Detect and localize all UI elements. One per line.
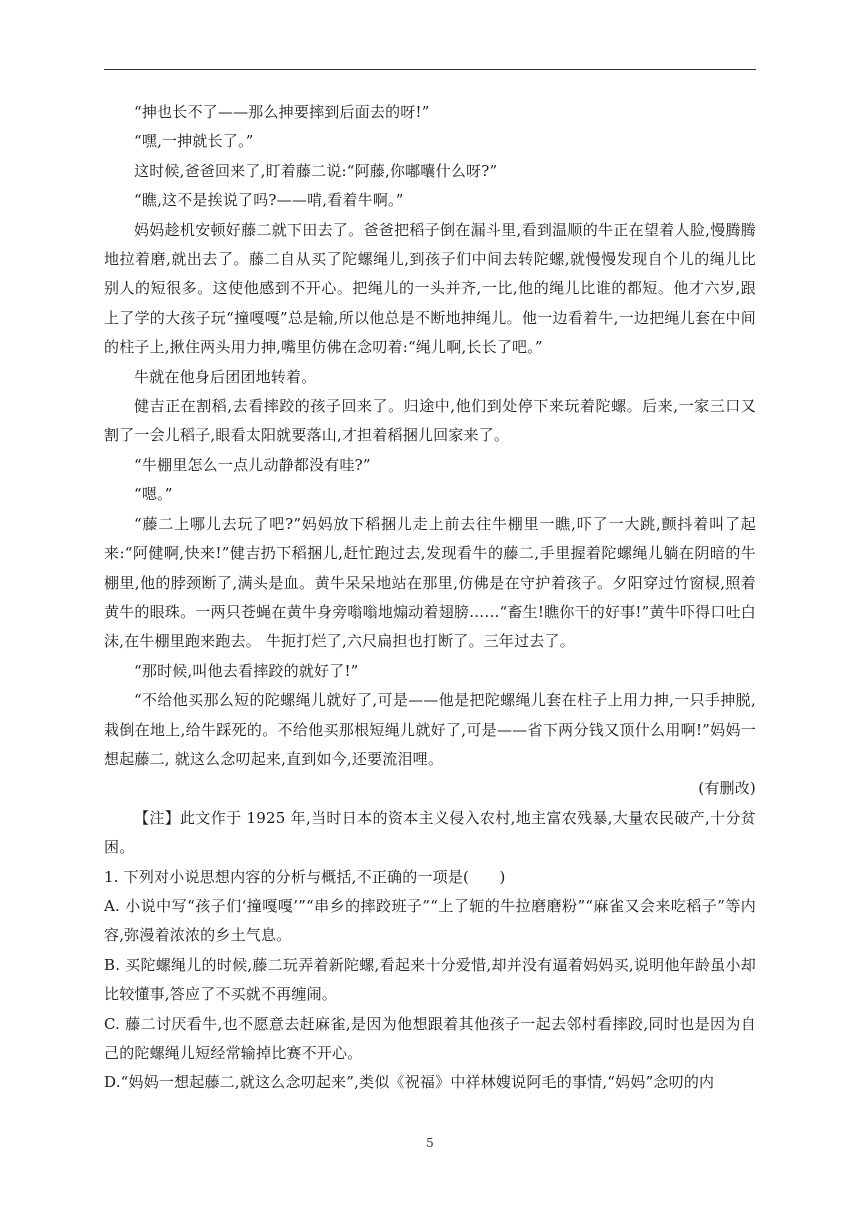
source-note: (有删改) [698, 779, 756, 798]
document-body [104, 98, 756, 1098]
annotation-note: 【注】此文作于 1925 年,当时日本的资本主义侵入农村,地主富农残暴,大量农民破产,十分贫困。 [104, 808, 756, 857]
paragraph: 这时候,爸爸回来了,盯着藤二说:“阿藤,你嘟囔什么呀?” [134, 161, 498, 180]
question-stem: 1. 下列对小说思想内容的分析与概括,不正确的一项是( ) [104, 867, 506, 886]
header-rule [104, 69, 756, 70]
paragraph: 健吉正在割稻,去看摔跤的孩子回来了。归途中,他们到处停下来玩着陀螺。后来,一家三口又割了一会儿稻子,眼看太阳就要落山,才担着稻捆儿回家来了。 [104, 397, 756, 445]
paragraph: “藤二上哪儿去玩了吧?”妈妈放下稻捆儿走上前去往牛棚里一瞧,吓了一大跳,颤抖着叫了起来:“阿健啊,快来!”健吉扔下稻捆儿,赶忙跑过去,发现看牛的藤二,手里握着陀螺绳儿躺在阴暗的牛棚里,他的脖颈断了,满头是血。黄牛呆呆地站在那里,仿佛是在守护着孩子。夕阳穿过竹窗棂,照着黄牛的眼珠。一两只苍蝇在黄牛身旁嗡嗡地煽动着翅膀……“畜生!瞧你干的好事!”黄牛吓得口吐白沫,在牛棚里跑来跑去。 牛扼打烂了,六尺扁担也打断了。三年过去了。 [104, 514, 756, 651]
paragraph: 妈妈趁机安顿好藤二就下田去了。爸爸把稻子倒在漏斗里,看到温顺的牛正在望着人脸,慢腾腾地拉着磨,就出去了。藤二自从买了陀螺绳儿,到孩子们中间去转陀螺,就慢慢发现自个儿的绳儿比别人的短很多。这使他感到不开心。把绳儿的一头并齐,一比,他的绳儿比谁的都短。他才六岁,跟上了学的大孩子玩“撞嘎嘎”总是输,所以他总是不断地抻绳儿。他一边看着牛,一边把绳儿套在中间的柱子上,揪住两头用力抻,嘴里仿佛在念叨着:“绳儿啊,长长了吧。” [104, 220, 756, 357]
option-d: D.“妈妈一想起藤二,就这么念叨起来”,类似《祝福》中祥林嫂说阿毛的事情,“妈妈”念叨的内 [104, 1073, 715, 1092]
paragraph: “嗯。” [134, 485, 173, 504]
page-number: 5 [426, 1136, 434, 1150]
paragraph: “瞧,这不是挨说了吗?——啃,看着牛啊。” [134, 191, 404, 210]
paragraph: “牛棚里怎么一点儿动静都没有哇?” [134, 455, 371, 474]
paragraph: “抻也长不了——那么抻要摔到后面去的呀!” [134, 103, 430, 121]
option-b: B. 买陀螺绳儿的时候,藤二玩弄着新陀螺,看起来十分爱惜,却并没有逼着妈妈买,说明他年龄虽小却比较懂事,答应了不买就不再缠闹。 [104, 955, 756, 1004]
paragraph: “嘿,一抻就长了。” [134, 132, 254, 151]
option-a: A. 小说中写“孩子们‘撞嘎嘎’”“串乡的摔跤班子”“上了轭的牛拉磨磨粉”“麻雀又会来吃稻子”等内容,弥漫着浓浓的乡土气息。 [104, 896, 756, 945]
paragraph: 牛就在他身后团团地转着。 [134, 367, 317, 386]
paragraph: “不给他买那么短的陀螺绳儿就好了,可是——他是把陀螺绳儿套在柱子上用力抻,一只手抻脱,栽倒在地上,给牛踩死的。不给他买那根短绳儿就好了,可是——省下两分钱又顶什么用啊!”妈妈一想起藤二, 就这么念叨起来,直到如今,还要流泪哩。 [104, 691, 756, 768]
paragraph: “那时候,叫他去看摔跤的就好了!” [134, 661, 359, 680]
option-c: C. 藤二讨厌看牛,也不愿意去赶麻雀,是因为他想跟着其他孩子一起去邻村看摔跤,同时也是因为自己的陀螺绳儿短经常输掉比赛不开心。 [104, 1014, 756, 1062]
